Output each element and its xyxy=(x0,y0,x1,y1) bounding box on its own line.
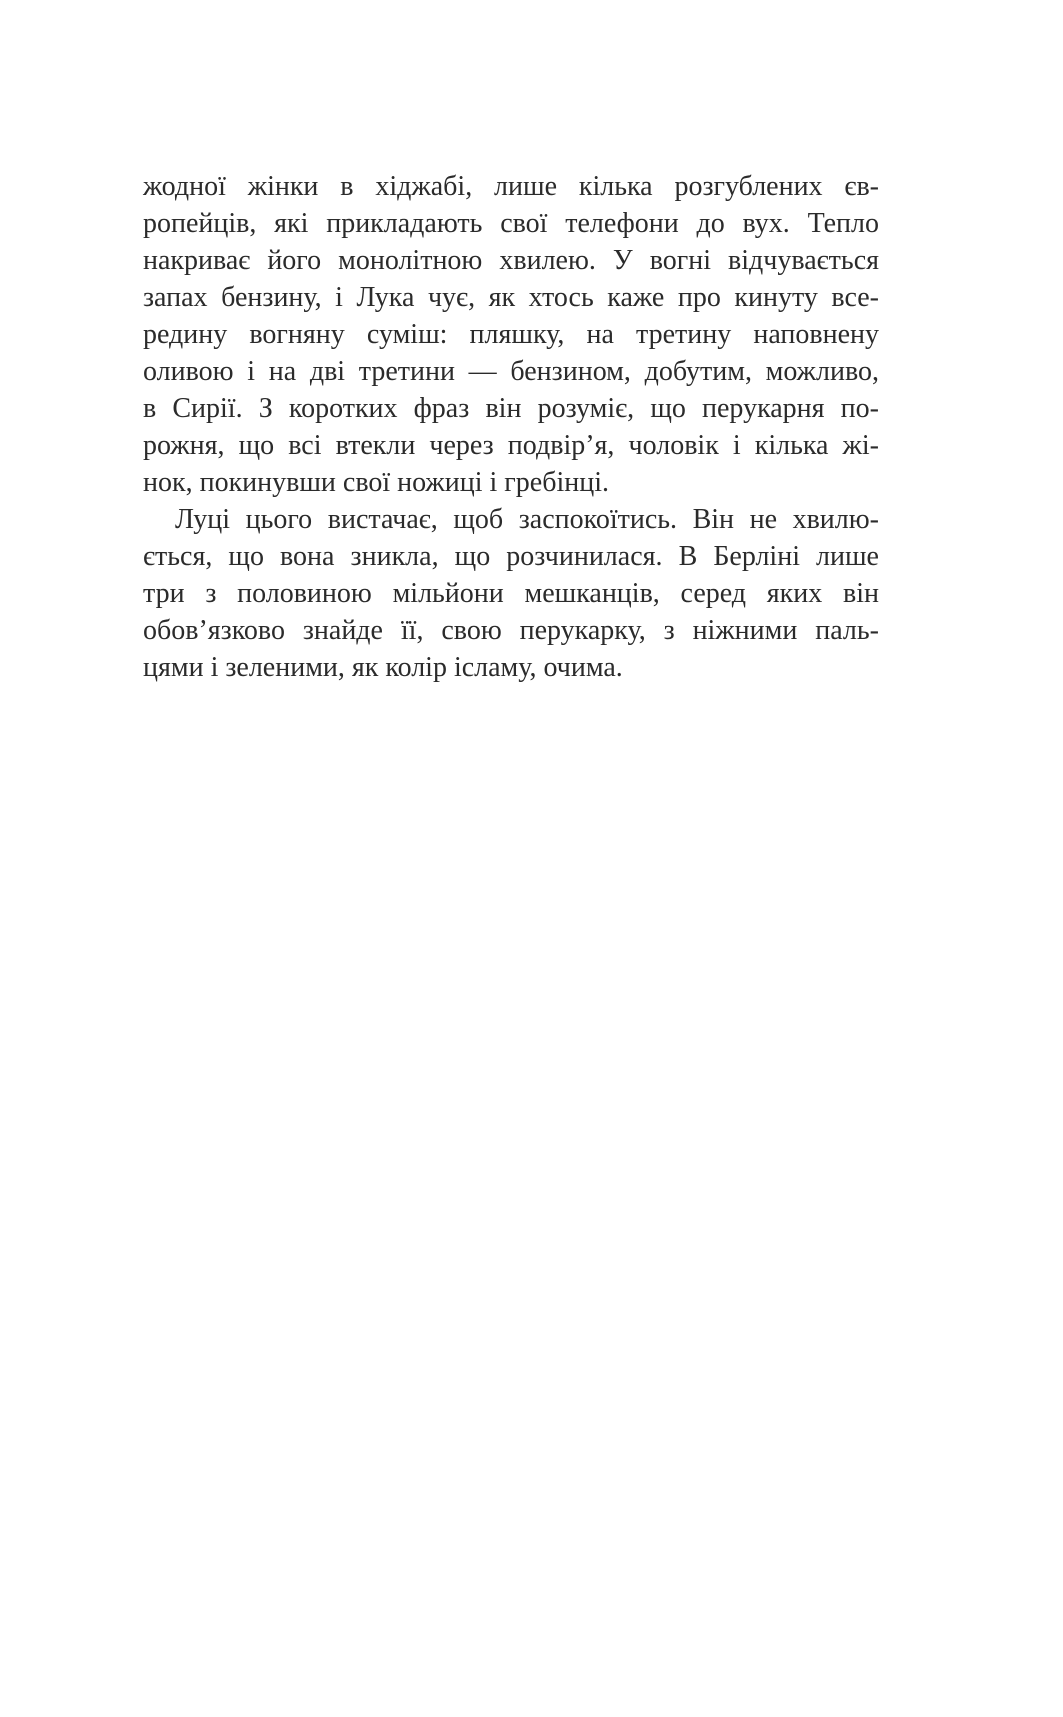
text-line: три з половиною мільйони мешканців, серед яких він xyxy=(143,578,879,609)
text-line: запах бензину, і Лука чує, як хтось каже про кинуту все- xyxy=(143,282,879,313)
text-line: рожня, що всі втекли через подвір’я, чоловік і кілька жі- xyxy=(143,430,879,461)
text-line: жодної жінки в хіджабі, лише кілька розгублених єв- xyxy=(143,171,879,202)
body-text xyxy=(143,168,879,686)
text-line: в Сирії. З коротких фраз він розуміє, що перукарня по- xyxy=(143,393,879,424)
text-line: ропейців, які прикладають свої телефони до вух. Тепло xyxy=(143,208,879,239)
text-line: редину вогняну суміш: пляшку, на третину наповнену xyxy=(143,319,879,350)
paragraph-1 xyxy=(143,168,879,501)
text-line: ється, що вона зникла, що розчинилася. В Берліні лише xyxy=(143,541,879,572)
text-line: нок, покинувши свої ножиці і гребінці. xyxy=(143,467,609,498)
paragraph-2 xyxy=(143,501,879,686)
text-line: Луці цього вистачає, щоб заспокоїтись. Він не хвилю- xyxy=(175,504,879,535)
text-line: цями і зеленими, як колір ісламу, очима. xyxy=(143,652,623,683)
text-line: оливою і на дві третини — бензином, добутим, можливо, xyxy=(143,356,879,387)
text-line: накриває його монолітною хвилею. У вогні відчувається xyxy=(143,245,879,276)
text-line: обов’язково знайде її, свою перукарку, з ніжними паль- xyxy=(143,615,879,646)
